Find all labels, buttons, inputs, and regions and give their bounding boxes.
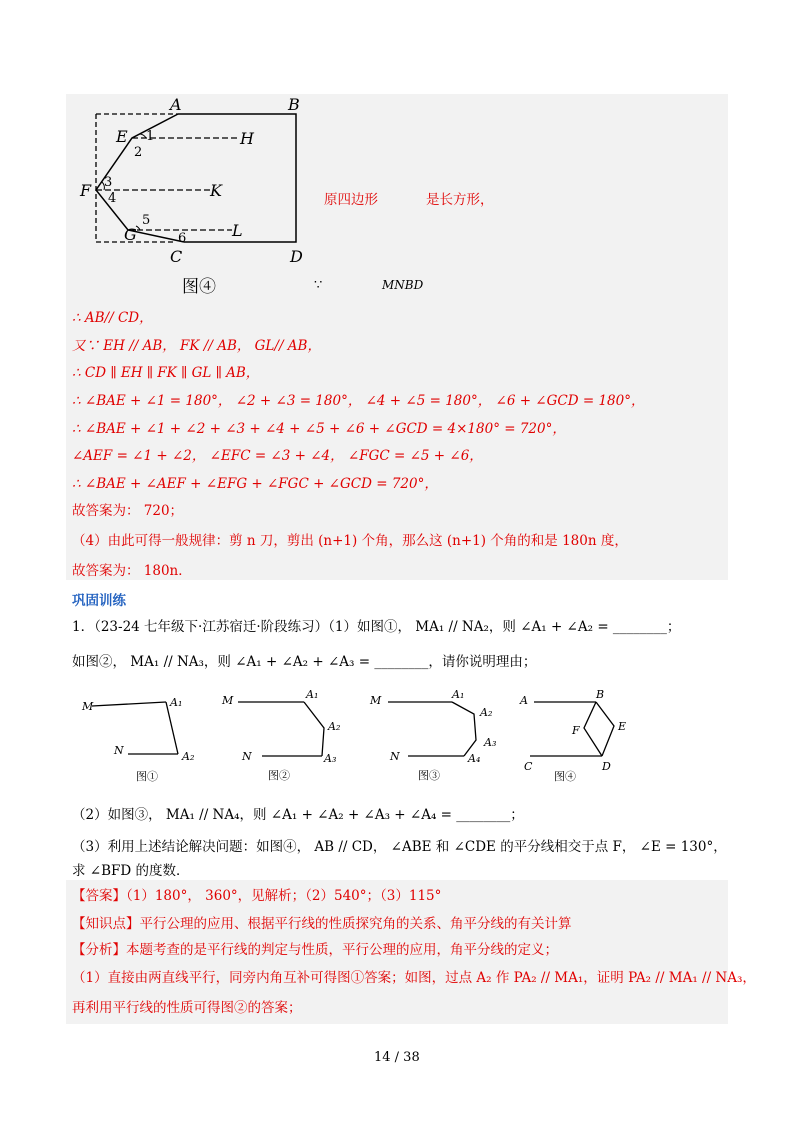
mnbd-label: MNBD [382,278,424,292]
answer-tag: 【答案】 [72,888,126,904]
problem-line-2: 如图②， MA₁ // NA₃，则 ∠A₁ + ∠A₂ + ∠A₃ = ________，请你说明理由； [72,654,537,670]
fig3-label-N: N [390,750,400,763]
solution-line: ∴ ∠BAE + ∠1 = 180°， ∠2 + ∠3 = 180°， ∠4 + ∠5 = 180°， ∠6 + ∠GCD = 180°， [72,393,645,409]
fig4-label-4: 4 [108,191,117,206]
fig2-label-A2: A₂ [328,720,341,733]
fig4-label-6: 6 [178,231,187,246]
because-symbol: ∵ [314,278,323,293]
section-title: 巩固训练 [72,593,126,609]
fig2-label-A3: A₃ [324,752,337,765]
analysis-line [72,938,558,958]
fig3-label-A4: A₄ [468,752,481,765]
fig1-label-M: M [82,700,94,713]
problem-line-4: （3）利用上述结论解决问题：如图④， AB // CD， ∠ABE 和 ∠CDE 的平分线相交于点 F， ∠E = 130°， [72,839,727,855]
fig4-label-2: 2 [134,145,143,160]
analysis-line-3: 再利用平行线的性质可得图②的答案； [72,1000,302,1016]
solution-line: ∠AEF = ∠1 + ∠2， ∠EFC = ∠3 + ∠4， ∠FGC = ∠5 + ∠6， [72,448,483,464]
fig4s-label-D: D [602,760,611,773]
fig2-caption: 图② [268,769,290,782]
fig3-label-M: M [370,694,382,707]
analysis-text: 本题考查的是平行线的判定与性质，平行公理的应用，角平分线的定义； [126,942,558,958]
figure-1-diagram [78,688,198,788]
fig4s-label-E: E [618,720,627,733]
knowledge-text: 平行公理的应用、根据平行线的性质探究角的关系、角平分线的有关计算 [139,916,572,932]
note-is-rectangle: 是长方形， [426,192,494,208]
fig4-label-D: D [290,247,303,266]
analysis-tag: 【分析】 [72,942,126,958]
fig1-caption: 图① [136,770,158,783]
fig4-label-5: 5 [142,213,151,228]
fig1-label-N: N [114,744,124,757]
solution-line: ∴ ∠BAE + ∠AEF + ∠EFG + ∠FGC + ∠GCD = 720°， [72,476,438,492]
fig1-label-A2: A₂ [182,750,195,763]
problem-line-5: 求 ∠BFD 的度数． [72,863,190,879]
fig4s-caption: 图④ [554,770,576,783]
knowledge-line [72,912,572,932]
solution-line: 故答案为： 180n． [72,563,192,579]
fig4s-label-A: A [520,694,528,707]
fig4-caption: 图④ [182,277,216,294]
fig4-label-H: H [240,129,254,148]
fig2-label-M: M [222,694,234,707]
fig3-label-A3: A₃ [484,736,497,749]
page-number: 14 / 38 [374,1050,420,1065]
solution-line: 故答案为： 720； [72,503,184,519]
fig4s-label-C: C [524,760,533,773]
fig4-label-C: C [170,247,183,266]
fig4-label-L: L [232,221,243,240]
solution-line: ∴ CD ∥ EH ∥ FK ∥ GL ∥ AB， [72,365,260,381]
fig4-label-F: F [80,181,92,200]
fig4-label-A: A [170,95,182,114]
fig4-label-B: B [288,95,300,114]
knowledge-tag: 【知识点】 [72,916,140,932]
answer-text: （1）180°， 360°，见解析；（2）540°；（3）115° [126,888,442,904]
fig3-label-A2: A₂ [480,706,493,719]
fig3-label-A1: A₁ [452,688,465,701]
fig2-label-N: N [242,750,252,763]
figure-4-small-diagram [516,688,646,788]
fig4-label-1: 1 [146,129,155,144]
fig1-label-A1: A₁ [170,696,183,709]
fig4-label-G: G [124,225,137,244]
fig4-label-E: E [116,127,128,146]
figure-2-diagram [218,684,358,784]
solution-line: ∴ ∠BAE + ∠1 + ∠2 + ∠3 + ∠4 + ∠5 + ∠6 + ∠GCD = 4×180° = 720°， [72,421,566,437]
problem-line-3: （2）如图③， MA₁ // NA₄，则 ∠A₁ + ∠A₂ + ∠A₃ + ∠A₄ = ________； [72,807,524,823]
solution-line: ∴ AB// CD， [72,310,153,326]
note-original-quadrilateral: 原四边形 [324,192,378,208]
analysis-line-2: （1）直接由两直线平行，同旁内角互补可得图①答案；如图，过点 A₂ 作 PA₂ // MA₁，证明 PA₂ // MA₁ // NA₃， [72,970,756,986]
fig3-caption: 图③ [418,769,440,782]
fig4-label-K: K [210,181,222,200]
solution-line: （4）由此可得一般规律：剪 n 刀，剪出 (n+1) 个角，那么这 (n+1) 个角的和是 180n 度， [72,533,628,549]
fig4s-label-B: B [596,688,605,701]
fig2-label-A1: A₁ [306,688,319,701]
fig4-label-3: 3 [104,175,113,190]
problem-line-1: 1．（23-24 七年级下·江苏宿迁·阶段练习）（1）如图①， MA₁ // NA₂，则 ∠A₁ + ∠A₂ = ________； [72,619,681,635]
answer-line [72,884,441,904]
figure-3-diagram [368,684,508,784]
fig4s-label-F: F [572,724,580,737]
solution-line: 又∵ EH // AB， FK // AB， GL// AB， [72,338,321,354]
